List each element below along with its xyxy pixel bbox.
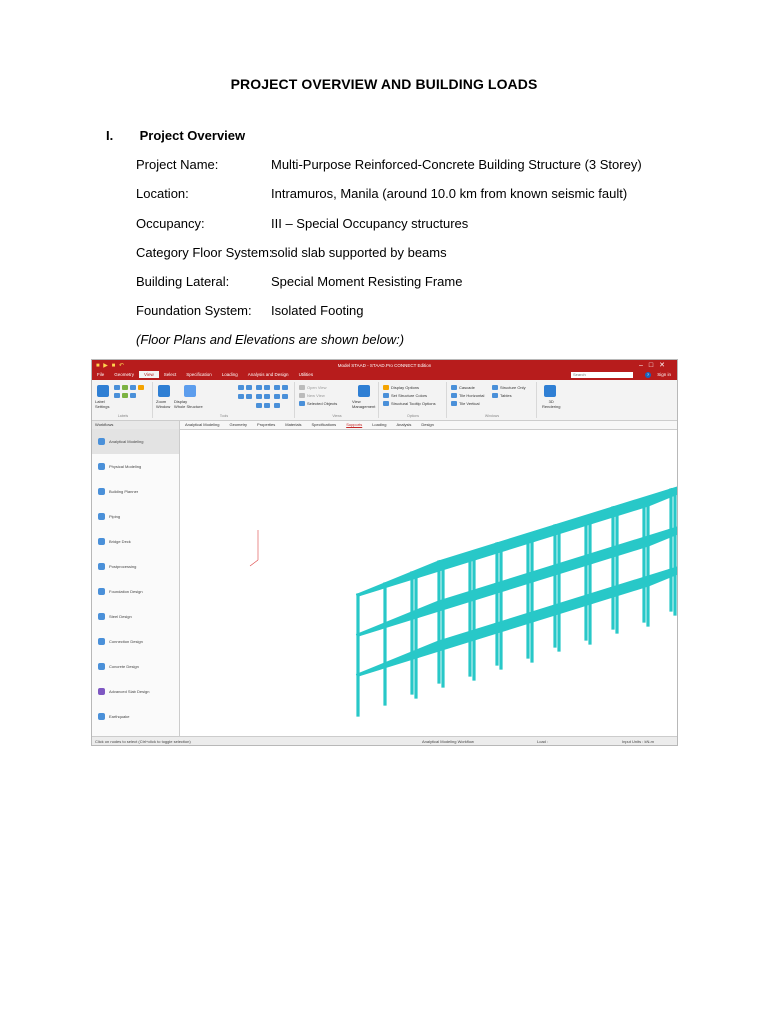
structural-tooltip-options-button[interactable]: Structural Tooltip Options — [391, 401, 436, 406]
group-label: Views — [332, 414, 342, 418]
display-structure-icon[interactable] — [184, 385, 196, 397]
group-label: Windows — [484, 414, 500, 418]
app-titlebar — [92, 360, 677, 371]
view-icon[interactable] — [264, 394, 270, 399]
joist-member[interactable] — [503, 517, 584, 550]
info-label: Location: — [136, 186, 189, 201]
ribbon-group-rendering — [538, 382, 562, 418]
window-controls[interactable]: –□✕ — [639, 362, 671, 369]
workflow-label: Analytical Modeling — [109, 439, 144, 444]
workflows-sidebar — [92, 421, 180, 737]
beam-member[interactable] — [532, 508, 613, 541]
status-bar — [92, 736, 677, 745]
axis-indicator — [250, 530, 258, 566]
section-heading — [106, 128, 245, 143]
window-title: Model STAAD - STAAD.Pro CONNECT Edition — [337, 363, 432, 368]
info-value: solid slab supported by beams — [271, 245, 447, 260]
info-label: Category Floor System: — [136, 245, 273, 260]
label-icon[interactable] — [130, 393, 136, 398]
info-value: Isolated Footing — [271, 303, 364, 318]
beam-member[interactable] — [474, 566, 555, 599]
menu-tab-geometry[interactable]: Geometry — [114, 372, 135, 377]
structure-only-button[interactable]: Structure Only — [500, 385, 526, 390]
workflow-icon — [98, 513, 105, 520]
beam-member[interactable] — [358, 642, 439, 675]
zoom-window-icon[interactable] — [158, 385, 170, 397]
workflow-label: Postprocessing — [109, 564, 137, 569]
workflow-label: Foundation Design — [109, 589, 143, 594]
cascade-icon[interactable] — [451, 385, 457, 390]
workflow-icon — [98, 613, 105, 620]
joist-member[interactable] — [561, 539, 642, 572]
joist-member[interactable] — [561, 499, 642, 532]
info-row-floor-system — [136, 245, 447, 260]
view-icon[interactable] — [264, 385, 270, 390]
workflow-icon — [98, 488, 105, 495]
section-number: I. — [106, 128, 114, 143]
info-label: Project Name: — [136, 157, 219, 172]
label-icon[interactable] — [122, 393, 128, 398]
ribbon — [92, 380, 677, 421]
rendering-3d-button[interactable]: 3D Rendering — [542, 399, 561, 409]
cascade-button[interactable]: Cascade — [459, 385, 475, 390]
model-viewport[interactable] — [180, 430, 677, 737]
frame-members — [358, 472, 677, 715]
status-hint: Click on nodes to select (Ctrl+click to toggle selection) — [95, 739, 191, 744]
workflow-icon — [98, 663, 105, 670]
beam-member[interactable] — [532, 548, 613, 581]
figure-note: (Floor Plans and Elevations are shown below:) — [136, 332, 405, 347]
tile-horizontal-icon[interactable] — [451, 393, 457, 398]
menu-tab-utilities[interactable]: Utilities — [298, 372, 314, 377]
group-label: Options — [406, 414, 420, 418]
info-value: Multi-Purpose Reinforced-Concrete Building Structure (3 Storey) — [271, 157, 642, 172]
zoom-icon[interactable] — [246, 394, 252, 399]
page-tab-supports[interactable]: Supports — [346, 422, 363, 427]
open-view-icon[interactable] — [299, 385, 305, 390]
beam-member[interactable] — [532, 588, 613, 621]
view-icon[interactable] — [256, 385, 262, 390]
workflow-earthquake[interactable] — [92, 704, 179, 729]
structure-only-icon[interactable] — [492, 385, 498, 390]
selected-objects-button[interactable]: Selected Objects — [307, 401, 338, 406]
ribbon-group-labels — [94, 382, 153, 418]
beam-member[interactable] — [358, 602, 439, 635]
workflow-label: Physical Modeling — [109, 464, 142, 469]
joist-member[interactable] — [387, 553, 468, 586]
workflow-steel-design[interactable] — [92, 604, 179, 629]
ribbon-group-options — [380, 382, 447, 418]
joist-member[interactable] — [445, 535, 526, 568]
zoom-in-icon[interactable] — [238, 385, 244, 390]
menu-bar — [92, 371, 677, 380]
workflow-icon — [98, 563, 105, 570]
workflow-label: Earthquake — [109, 714, 130, 719]
workflow-icon — [98, 638, 105, 645]
staad-screenshot — [91, 359, 678, 746]
menu-tab-file[interactable]: File — [97, 372, 105, 377]
page-control-tabs — [180, 421, 677, 430]
workflow-label: Concrete Design — [109, 664, 139, 669]
tile-horizontal-button[interactable]: Tile Horizontal — [459, 393, 485, 398]
search-input[interactable]: Search — [571, 372, 633, 378]
new-view-icon[interactable] — [299, 393, 305, 398]
view-icon[interactable] — [274, 403, 280, 408]
workflow-icon — [98, 688, 105, 695]
beam-member[interactable] — [474, 526, 555, 559]
view-management-button[interactable]: View Management — [352, 399, 376, 409]
menu-tab-view[interactable]: View — [139, 371, 159, 378]
info-row-building-lateral — [136, 274, 462, 289]
workflow-concrete-design[interactable] — [92, 654, 179, 679]
workflow-physical-modeling[interactable] — [92, 454, 179, 479]
page-tab-analysis[interactable]: Analysis — [396, 422, 412, 427]
info-label: Building Lateral: — [136, 274, 230, 289]
beam-member[interactable] — [358, 562, 439, 595]
beam-member[interactable] — [416, 544, 497, 577]
zoom-icon[interactable] — [238, 394, 244, 399]
beam-member[interactable] — [590, 490, 671, 523]
tile-vertical-button[interactable]: Tile Vertical — [459, 401, 480, 406]
menu-tab-loading[interactable]: Loading — [221, 372, 238, 377]
quick-access-toolbar[interactable]: ■ ▶ ■ ↶ — [96, 363, 125, 369]
ribbon-group-tools — [154, 382, 295, 418]
label-icon[interactable] — [114, 393, 120, 398]
info-row-occupancy — [136, 216, 468, 231]
sign-in-link[interactable]: Sign in — [657, 372, 671, 377]
rendering-3d-icon[interactable] — [544, 385, 556, 397]
workflow-label: Advanced Slab Design — [109, 689, 150, 694]
tile-vertical-icon[interactable] — [451, 401, 457, 406]
menu-tab-analysis-design[interactable]: Analysis and Design — [247, 372, 289, 377]
status-load: Load : — [537, 739, 549, 744]
page-tab-loading[interactable]: Loading — [372, 422, 387, 427]
label-icon[interactable] — [122, 385, 128, 390]
ribbon-group-windows — [448, 382, 537, 418]
workflow-foundation-design[interactable] — [92, 579, 179, 604]
beam-member[interactable] — [590, 530, 671, 563]
help-icon[interactable]: ? — [646, 372, 650, 377]
workflows-title: Workflows — [92, 421, 179, 429]
tooltip-options-icon[interactable] — [383, 401, 389, 406]
workflow-label: Bridge Deck — [109, 539, 131, 544]
joist-member[interactable] — [387, 593, 468, 626]
page-tab-specifications[interactable]: Specifications — [311, 422, 337, 427]
workflow-label: Steel Design — [109, 614, 132, 619]
set-structure-colors-button[interactable]: Set Structure Colors — [391, 393, 428, 398]
beam-member[interactable] — [416, 584, 497, 617]
workflow-label: Building Planner — [109, 489, 139, 494]
label-settings-icon[interactable] — [97, 385, 109, 397]
menu-tab-select[interactable]: Select — [163, 372, 177, 377]
workflow-advanced-slab-design[interactable] — [92, 679, 179, 704]
workflow-label: Connection Design — [109, 639, 143, 644]
workflow-building-planner[interactable] — [92, 479, 179, 504]
ribbon-group-views — [296, 382, 379, 418]
joist-member[interactable] — [445, 575, 526, 608]
workflow-icon — [98, 713, 105, 720]
beam-member[interactable] — [590, 570, 671, 603]
tables-icon[interactable] — [492, 393, 498, 398]
open-view-button[interactable]: Open View — [307, 385, 327, 390]
workflow-analytical-modeling[interactable] — [92, 429, 179, 454]
page-tab-analytical-modeling[interactable]: Analytical Modeling — [185, 422, 220, 427]
info-value: Special Moment Resisting Frame — [271, 274, 463, 289]
new-view-button[interactable]: New View — [307, 393, 325, 398]
status-units: Input Units : kN-m — [622, 739, 655, 744]
page-tab-properties[interactable]: Properties — [257, 422, 276, 427]
workflow-icon — [98, 538, 105, 545]
info-label: Occupancy: — [136, 216, 205, 231]
display-options-button[interactable]: Display Options — [391, 385, 420, 390]
rotate-icon[interactable] — [274, 394, 280, 399]
x-axis-icon — [250, 560, 258, 566]
selected-objects-icon[interactable] — [299, 401, 305, 406]
label-settings-button[interactable]: Label Settings — [95, 399, 110, 409]
rotate-icon[interactable] — [274, 385, 280, 390]
section-title: Project Overview — [139, 128, 246, 143]
workflow-icon — [98, 588, 105, 595]
page-title: PROJECT OVERVIEW AND BUILDING LOADS — [230, 76, 538, 92]
tables-button[interactable]: Tables — [500, 393, 512, 398]
joist-member[interactable] — [503, 557, 584, 590]
zoom-out-icon[interactable] — [246, 385, 252, 390]
workflow-icon — [98, 463, 105, 470]
info-row-project-name — [136, 157, 642, 172]
beam-member[interactable] — [416, 624, 497, 657]
menu-tab-specification[interactable]: Specification — [186, 372, 212, 377]
group-label: Labels — [117, 414, 129, 418]
info-value: Intramuros, Manila (around 10.0 km from known seismic fault) — [271, 186, 628, 201]
workflow-bridge-deck[interactable] — [92, 529, 179, 554]
joist-member[interactable] — [561, 579, 642, 612]
workflow-label: Piping — [109, 514, 121, 519]
beam-member[interactable] — [474, 606, 555, 639]
display-whole-structure-button[interactable]: Display Whole Structure — [174, 399, 203, 409]
page-tab-materials[interactable]: Materials — [285, 422, 302, 427]
label-icon[interactable] — [130, 385, 136, 390]
view-icon[interactable] — [256, 403, 262, 408]
view-icon[interactable] — [256, 394, 262, 399]
joist-member[interactable] — [387, 633, 468, 666]
joist-member[interactable] — [445, 615, 526, 648]
info-row-location — [136, 186, 627, 201]
workflow-connection-design[interactable] — [92, 629, 179, 654]
label-icon[interactable] — [138, 385, 144, 390]
info-value: III – Special Occupancy structures — [271, 216, 469, 231]
zoom-window-button[interactable]: Zoom Window — [156, 399, 171, 409]
workflow-piping[interactable] — [92, 504, 179, 529]
workflow-postprocessing[interactable] — [92, 554, 179, 579]
rotate-icon[interactable] — [282, 385, 288, 390]
page-tab-design[interactable]: Design — [421, 422, 434, 427]
view-icon[interactable] — [264, 403, 270, 408]
workflow-icon — [98, 438, 105, 445]
status-workflow: Analytical Modeling Workflow — [422, 739, 474, 744]
structure-colors-icon[interactable] — [383, 393, 389, 398]
joist-member[interactable] — [503, 597, 584, 630]
info-label: Foundation System: — [136, 303, 252, 318]
structure-model[interactable] — [180, 430, 677, 735]
label-icon[interactable] — [114, 385, 120, 390]
info-row-foundation-system — [136, 303, 364, 318]
view-management-icon[interactable] — [358, 385, 370, 397]
rotate-icon[interactable] — [282, 394, 288, 399]
page-tab-geometry[interactable]: Geometry — [229, 422, 248, 427]
group-label: Tools — [219, 414, 229, 418]
display-options-icon[interactable] — [383, 385, 389, 390]
